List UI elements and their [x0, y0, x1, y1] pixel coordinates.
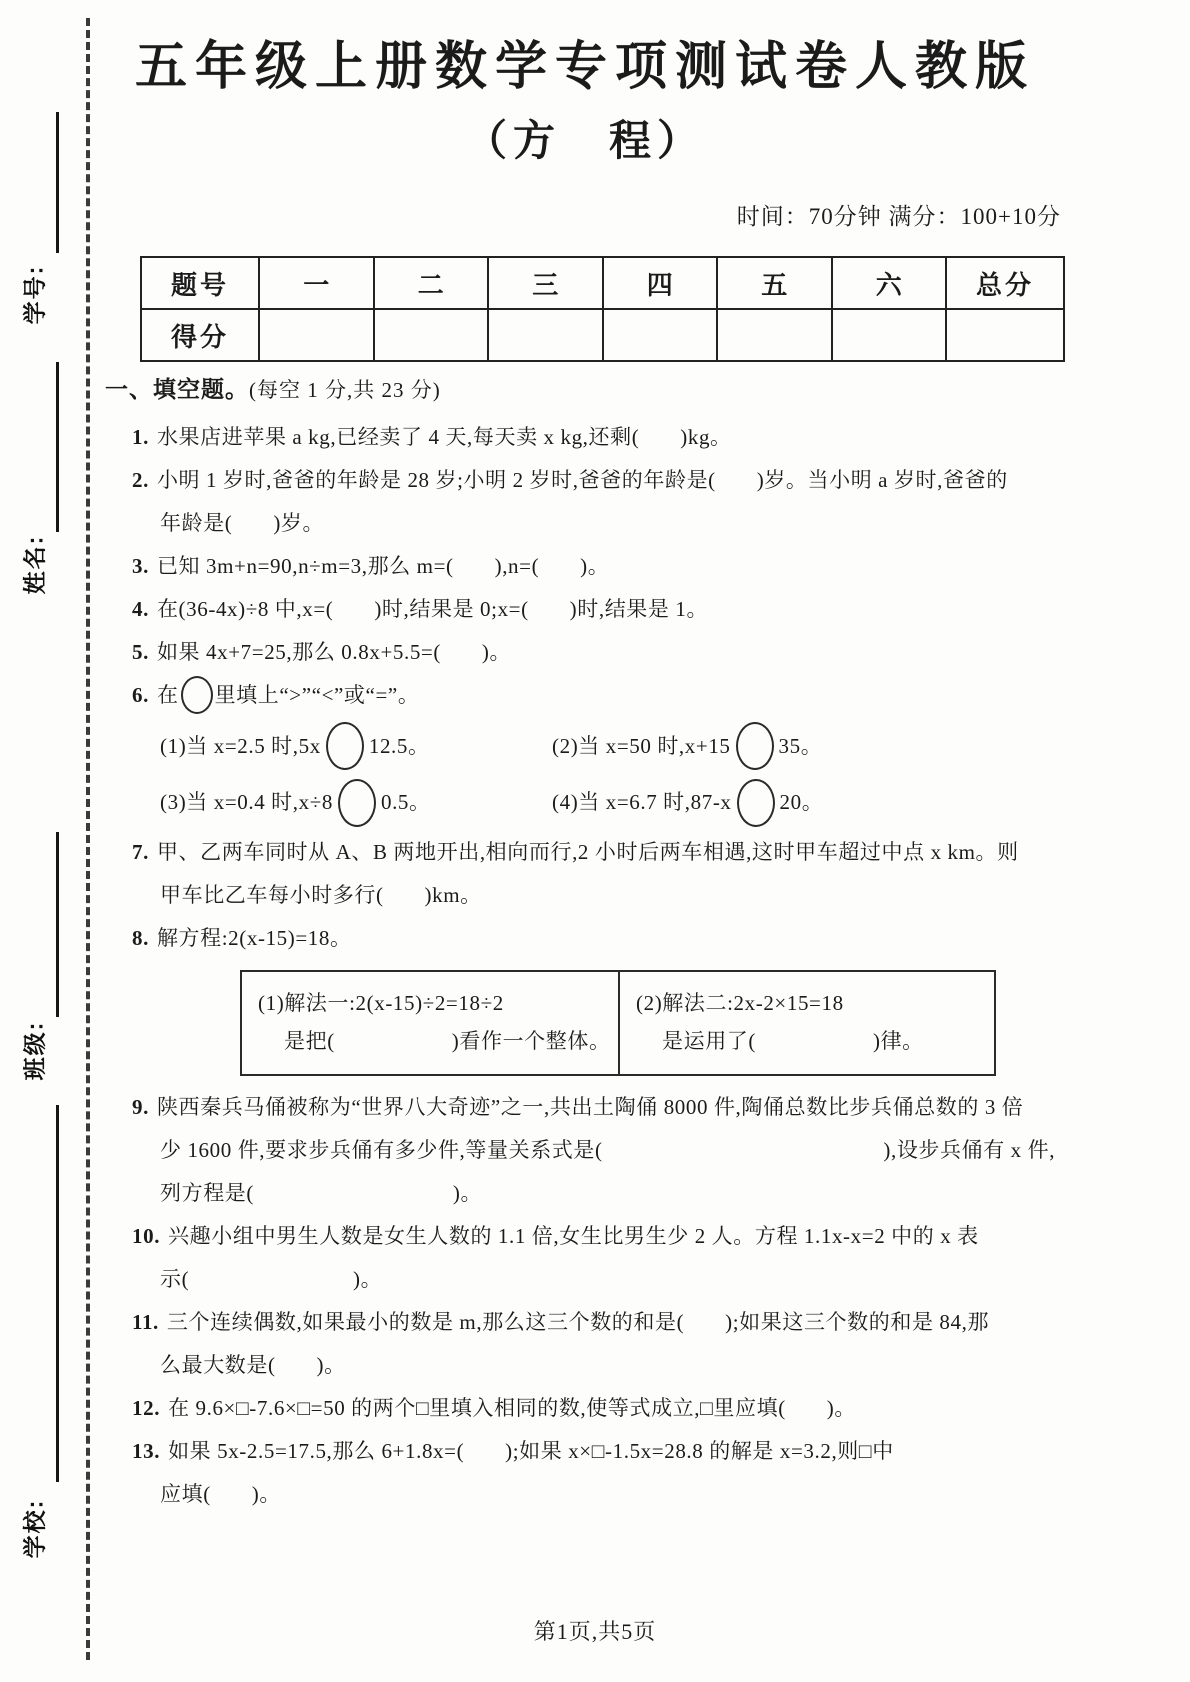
solution-box	[240, 970, 996, 1076]
score-cell	[488, 309, 603, 361]
section-title: 一、填空题。	[105, 376, 249, 402]
score-cell	[946, 309, 1064, 361]
page-title: 五年级上册数学专项测试卷人教版	[134, 39, 1035, 96]
question-line: (2)当 x=50 时,x+15	[552, 734, 731, 759]
question-6	[105, 674, 1065, 831]
question-13	[105, 1430, 1065, 1516]
question-line: 三个连续偶数,如果最小的数是 m,那么这三个数的和是( );如果这三个数的和是 84,那	[166, 1309, 990, 1334]
binding-dashed-line	[86, 18, 90, 1660]
question-5	[105, 631, 1065, 674]
score-header-5: 五	[717, 257, 832, 309]
score-cell	[717, 309, 832, 361]
question-line: 里填上“>”“<”或“=”。	[214, 683, 420, 707]
question-line: 解方程:2(x-15)=18。	[156, 925, 352, 950]
comparison-circle-icon	[737, 779, 775, 827]
section-header	[105, 372, 1065, 410]
question-line: 在	[156, 683, 179, 707]
margin-label-name: 姓名:	[21, 534, 48, 595]
question-line: (4)当 x=6.7 时,87-x	[552, 790, 732, 815]
question-line: 列方程是( )。	[160, 1180, 483, 1205]
question-10	[105, 1215, 1065, 1301]
question-number: 13.	[132, 1438, 161, 1463]
score-value-row	[141, 309, 1064, 361]
score-header-row	[141, 257, 1064, 309]
score-cell	[259, 309, 374, 361]
question-7	[105, 831, 1065, 917]
question-line: 么最大数是( )。	[160, 1352, 346, 1377]
solution-method-2	[618, 972, 994, 1074]
question-line: 已知 3m+n=90,n÷m=3,那么 m=( ),n=( )。	[156, 554, 610, 578]
question-line: 应填( )。	[160, 1481, 281, 1506]
question-number: 2.	[132, 468, 149, 492]
question-line: 35。	[778, 734, 823, 759]
question-line: 如果 5x-2.5=17.5,那么 6+1.8x=( );如果 x×□-1.5x=28.8 的解是 x=3.2,则□中	[168, 1438, 894, 1463]
question-line: (3)当 x=0.4 时,x÷8	[160, 790, 333, 815]
question-1	[105, 416, 1065, 459]
margin-label-class: 班级:	[21, 1020, 48, 1081]
question-4	[105, 588, 1065, 631]
question-number: 9.	[132, 1094, 149, 1119]
score-header-6: 六	[832, 257, 947, 309]
question-subrow	[160, 718, 1065, 774]
question-number: 10.	[132, 1223, 161, 1248]
solution-line: (1)解法一:2(x-15)÷2=18÷2	[258, 990, 504, 1015]
question-subrow	[160, 774, 1065, 830]
margin-write-line-3	[56, 832, 59, 1017]
score-header-label: 题号	[141, 257, 259, 309]
question-line: (1)当 x=2.5 时,5x	[160, 734, 321, 759]
question-line: 甲、乙两车同时从 A、B 两地开出,相向而行,2 小时后两车相遇,这时甲车超过中点 x km。则	[156, 839, 1019, 864]
solution-line: 是运用了( )律。	[662, 1028, 924, 1053]
score-header-1: 一	[259, 257, 374, 309]
comparison-circle-icon	[326, 722, 364, 770]
margin-label-student-id: 学号:	[21, 264, 48, 325]
solution-line: (2)解法二:2x-2×15=18	[636, 990, 844, 1015]
solution-method-1	[242, 972, 618, 1074]
comparison-circle-icon	[338, 779, 376, 827]
question-line: 小明 1 岁时,爸爸的年龄是 28 岁;小明 2 岁时,爸爸的年龄是( )岁。当小明 a 岁时,爸爸的	[156, 468, 1008, 492]
score-header-3: 三	[488, 257, 603, 309]
question-12	[105, 1387, 1065, 1430]
comparison-circle-icon	[736, 722, 774, 770]
question-number: 3.	[132, 554, 149, 578]
page-footer: 第1页,共5页	[533, 1619, 657, 1644]
question-line: 0.5。	[380, 790, 431, 815]
score-header-4: 四	[603, 257, 718, 309]
question-line: 在 9.6×□-7.6×□=50 的两个□里填入相同的数,使等式成立,□里应填( )。	[168, 1395, 856, 1420]
question-9	[105, 1086, 1065, 1215]
margin-write-line-1	[56, 112, 59, 253]
question-number: 11.	[132, 1309, 159, 1334]
question-3	[105, 545, 1065, 588]
exam-info: 时间：70分钟 满分：100+10分	[736, 204, 1061, 229]
margin-label-school: 学校:	[21, 1498, 48, 1559]
question-line: 年龄是( )岁。	[160, 511, 325, 535]
page-subtitle: （方 程）	[464, 119, 705, 165]
question-line: 在(36-4x)÷8 中,x=( )时,结果是 0;x=( )时,结果是 1。	[156, 597, 709, 621]
question-line: 20。	[779, 790, 824, 815]
question-list	[105, 416, 1065, 1516]
question-2	[105, 459, 1065, 545]
question-number: 4.	[132, 597, 149, 621]
score-header-total: 总分	[946, 257, 1064, 309]
question-number: 8.	[132, 925, 149, 950]
question-line: 示( )。	[160, 1266, 383, 1291]
question-8	[105, 917, 1065, 1076]
question-number: 12.	[132, 1395, 161, 1420]
score-table	[140, 256, 1065, 362]
question-number: 1.	[132, 425, 149, 449]
score-row-label: 得分	[141, 309, 259, 361]
main-column	[105, 0, 1065, 1516]
score-cell	[603, 309, 718, 361]
question-line: 陕西秦兵马俑被称为“世界八大奇迹”之一,共出土陶俑 8000 件,陶俑总数比步兵俑总数的 3 倍	[156, 1094, 1024, 1119]
solution-line: 是把( )看作一个整体。	[284, 1028, 611, 1053]
score-cell	[374, 309, 489, 361]
question-line: 如果 4x+7=25,那么 0.8x+5.5=( )。	[156, 640, 512, 664]
question-line: 12.5。	[368, 734, 430, 759]
question-line: 少 1600 件,要求步兵俑有多少件,等量关系式是( ),设步兵俑有 x 件,	[160, 1137, 1056, 1162]
question-number: 6.	[132, 683, 149, 707]
question-line: 兴趣小组中男生人数是女生人数的 1.1 倍,女生比男生少 2 人。方程 1.1x-x=2 中的 x 表	[168, 1223, 979, 1248]
score-cell	[832, 309, 947, 361]
question-number: 5.	[132, 640, 149, 664]
question-line: 甲车比乙车每小时多行( )km。	[160, 882, 482, 907]
margin-write-line-2	[56, 362, 59, 532]
section-note: (每空 1 分,共 23 分)	[249, 378, 441, 402]
score-header-2: 二	[374, 257, 489, 309]
question-line: 水果店进苹果 a kg,已经卖了 4 天,每天卖 x kg,还剩( )kg。	[156, 425, 732, 449]
margin-write-line-4	[56, 1105, 59, 1482]
comparison-circle-icon	[181, 676, 213, 714]
question-number: 7.	[132, 839, 149, 864]
question-11	[105, 1301, 1065, 1387]
